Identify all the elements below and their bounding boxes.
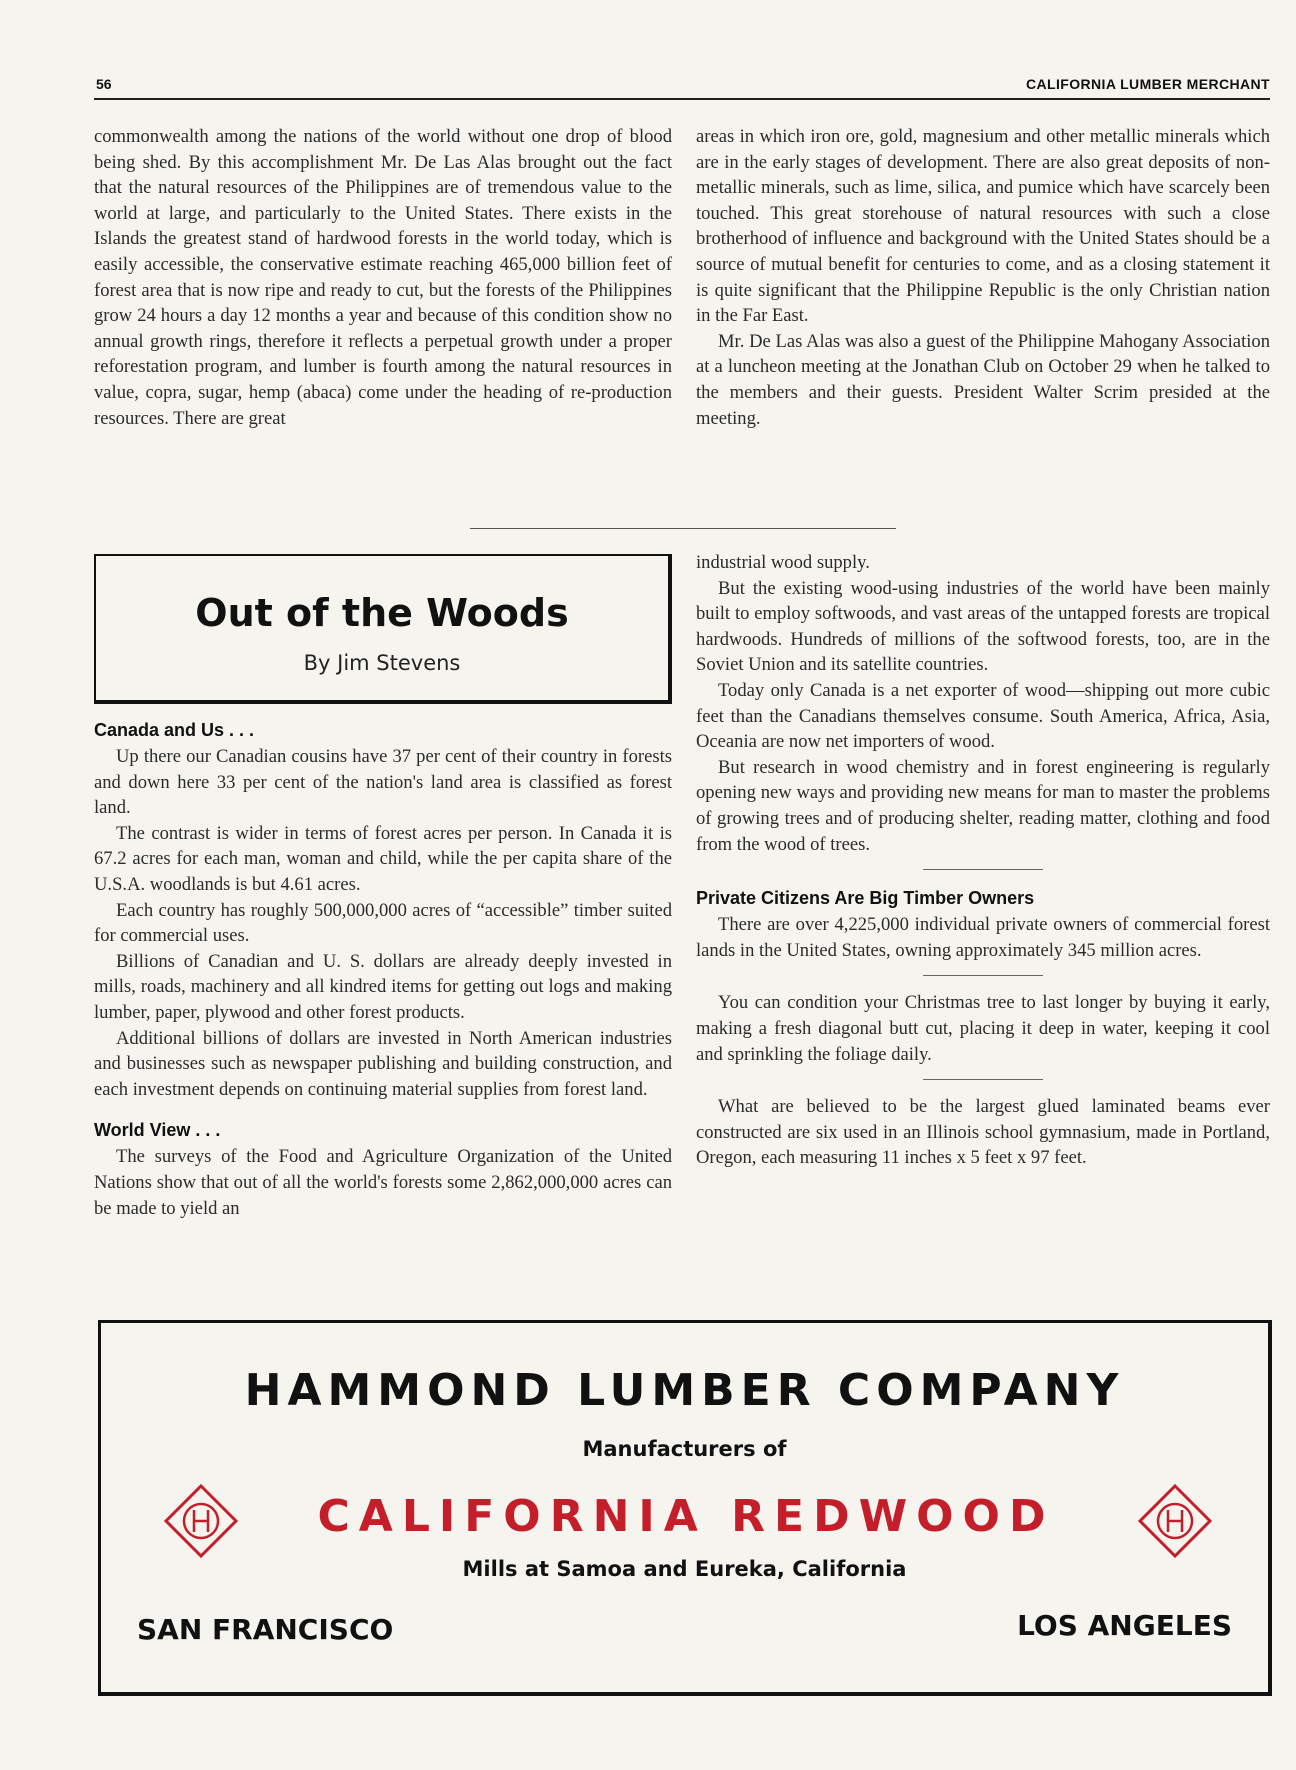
page-number: 56 [96, 76, 112, 92]
christmas-tree-note: You can condition your Christmas tree to last longer by buying it early, making a fresh diagonal butt cut, placing it deep in water, keeping it cool and sprinkling the foliage daily. [696, 992, 1270, 1065]
column-left [94, 716, 672, 1221]
paragraph: But the existing wood-using industries of the world have been mainly built to employ softwoods, and vast areas of the untapped forests are tropical hardwoods. Hundreds of millions of the softwood forests, too, are in the Soviet Union and its satellite countries. [696, 577, 1270, 676]
paragraph: But research in wood chemistry and in forest engineering is regularly opening new ways and providing new means for man to master the problems of growing trees and of producing shelter, reading matter, clothing and food from the wood of trees. [696, 756, 1270, 855]
paragraph: Billions of Canadian and U. S. dollars are already deeply invested in mills, roads, machinery and all kindred items for getting out logs and making lumber, paper, plywood and other forest products. [94, 950, 672, 1023]
column-byline: By Jim Stevens [303, 651, 461, 675]
paragraph: The contrast is wider in terms of forest acres per person. In Canada it is 67.2 acres for each man, woman and child, while the per capita share of the U.S.A. woodlands is but 4.61 acres. [94, 822, 672, 895]
hammond-lumber-advertisement [98, 1320, 1272, 1696]
ad-product-name: CALIFORNIA REDWOOD [317, 1491, 1055, 1542]
top-article-right-paragraph-2: Mr. De Las Alas was also a guest of the Philippine Mahogany Association at a luncheon meeting at the Jonathan Club on October 29 when he talked to the members and their guests. President Walter Scrim presided at the meeting. [696, 330, 1270, 429]
ad-company-name: HAMMOND LUMBER COMPANY [244, 1365, 1125, 1416]
article-divider [470, 528, 896, 529]
top-article-left-text: commonwealth among the nations of the world without one drop of blood being shed. By this accomplishment Mr. De Las Alas brought out the fact that the natural resources of the Philippines are of tremendous value to the world at large, and particularly to the United States. There exists in the Islands the greatest stand of hardwood forests in the world today, which is easily accessible, the conservative estimate reaching 465,000 billion feet of forest area that is now ripe and ready to cut, but the forests of the Philippines grow 24 hours a day 12 months a year and because of this condition show no annual growth rings, therefore it reflects a perpetual growth under a proper reforestation program, and lumber is fourth among the natural resources in value, copra, sugar, hemp (abaca) come under the heading of re-production resources. There are great [94, 126, 672, 429]
laminated-beams-note: What are believed to be the largest glued laminated beams ever constructed are six used in an Illinois school gymnasium, made in Portland, Oregon, each measuring 11 inches x 5 feet x 97 feet. [696, 1096, 1270, 1169]
paragraph: Additional billions of dollars are invested in North American industries and businesses such as newspaper publishing and building construction, and each investment depends on continuing material supplies from forest land. [94, 1027, 672, 1100]
short-rule [923, 1079, 1043, 1080]
top-article-left-column [94, 124, 672, 431]
paragraph: Today only Canada is a net exporter of wood—shipping out more cubic feet than the Canadians themselves consume. South America, Africa, Asia, Oceania are now net importers of wood. [696, 679, 1270, 753]
section-heading-world-view: World View . . . [94, 1120, 221, 1141]
paragraph: industrial wood supply. [696, 552, 870, 573]
column-right [696, 550, 1270, 1171]
section-heading-private-citizens: Private Citizens Are Big Timber Owners [696, 888, 1035, 909]
ad-city-san-francisco: SAN FRANCISCO [137, 1613, 394, 1646]
ad-manufacturers-line: Manufacturers of [582, 1437, 787, 1461]
column-title-box [94, 554, 672, 704]
section-heading-canada: Canada and Us . . . [94, 720, 255, 740]
paragraph: The surveys of the Food and Agriculture Organization of the United Nations show that out of all the world's forests some 2,862,000,000 acres can be made to yield an [94, 1146, 672, 1219]
h-diamond-icon [1137, 1483, 1213, 1559]
ad-product-row [101, 1483, 1268, 1559]
h-diamond-icon [163, 1483, 239, 1559]
top-article-right-column [696, 124, 1270, 431]
paragraph: Up there our Canadian cousins have 37 per cent of their country in forests and down here 33 per cent of the nation's land area is classified as forest land. [94, 746, 672, 819]
short-rule [923, 975, 1043, 976]
column-title: Out of the Woods [195, 591, 569, 635]
publication-title: CALIFORNIA LUMBER MERCHANT [1026, 76, 1270, 92]
paragraph: There are over 4,225,000 individual private owners of commercial forest lands in the United States, owning approximately 345 million acres. [696, 914, 1270, 961]
top-article-right-paragraph-1: areas in which iron ore, gold, magnesium and other metallic minerals which are in the early stages of development. There are also great deposits of non-metallic minerals, such as lime, silica, and pumice which have scarcely been touched. This great storehouse of natural resources with such a close brotherhood of influence and background with the United States should be a source of mutual benefit for centuries to come, and as a closing statement it is quite significant that the Philippine Republic is the only Christian nation in the Far East. [696, 126, 1270, 327]
ad-city-los-angeles: LOS ANGELES [1017, 1609, 1232, 1642]
spacer [94, 1102, 672, 1116]
ad-mills-location: Mills at Samoa and Eureka, California [462, 1557, 907, 1581]
short-rule [923, 869, 1043, 870]
page-header [94, 74, 1270, 100]
paragraph: Each country has roughly 500,000,000 acres of “accessible” timber suited for commercial uses. [94, 899, 672, 947]
